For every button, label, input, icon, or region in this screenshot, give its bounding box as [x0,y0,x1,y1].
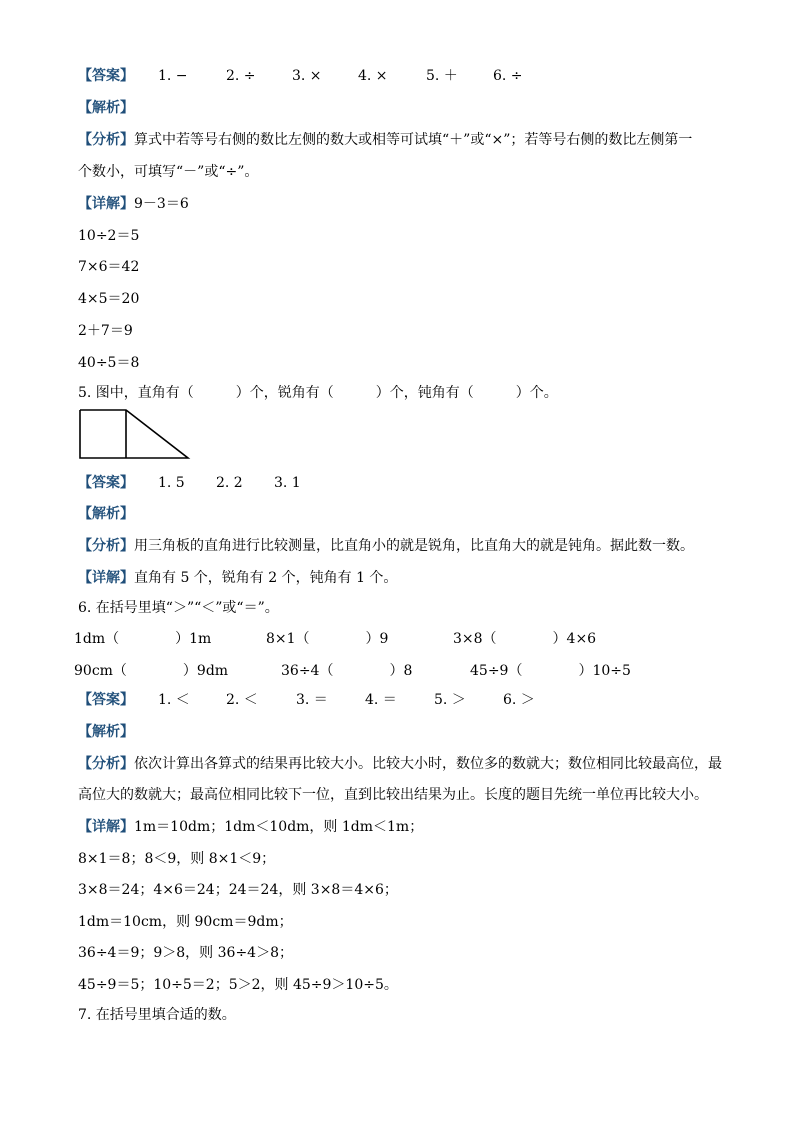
detail-tag: 【详解】 [78,196,134,212]
q4-detail-1: 10÷2＝5 [78,228,140,244]
fenxi-tag: 【分析】 [78,132,134,148]
detail-tag: 【详解】 [78,570,134,586]
q4-detail-2: 7×6＝42 [78,259,140,275]
trapezoid-outline [80,410,188,458]
q5-detail-line [78,568,397,588]
q6-analysis-tag: 【解析】 [78,724,134,740]
q6-item-6: 45÷9（ ）10÷5 [470,663,631,679]
q6-detail-1: 8×1＝8；8＜9，则 8×1＜9； [78,851,276,867]
q6-answer-2: 2. ＜ [226,692,258,708]
q4-detail-0: 9－3＝6 [134,196,189,212]
q4-detail-4: 2＋7＝9 [78,323,133,339]
q6-item-5: 36÷4（ ）8 [281,663,413,679]
q5-answer-1: 1. 5 [158,475,185,491]
q5-fenxi-line [78,536,694,556]
q7-question: 7. 在括号里填合适的数。 [78,1007,236,1023]
q6-item-2: 8×1（ ）9 [266,631,389,647]
q4-answer-6: 6. ÷ [493,68,523,84]
q4-fenxi-line2: 个数小，可填写“－”或“÷”。 [78,164,259,180]
detail-tag: 【详解】 [78,819,134,835]
q4-answer-5: 5. ＋ [426,68,458,84]
q4-answer-3: 3. × [292,68,322,84]
q5-answer-3: 3. 1 [274,475,301,491]
q6-detail-3: 1dm＝10cm，则 90cm＝9dm； [78,914,293,930]
q6-answer-1: 1. ＜ [158,692,190,708]
q5-detail-text: 直角有 5 个，锐角有 2 个，钝角有 1 个。 [134,570,398,586]
right-trapezoid-figure [76,404,196,464]
q6-fenxi-line1 [78,754,722,774]
q5-fenxi-text: 用三角板的直角进行比较测量，比直角小的就是锐角，比直角大的就是钝角。据此数一数。 [134,538,694,554]
q6-detail-2: 3×8＝24；4×6＝24；24＝24，则 3×8＝4×6； [78,882,398,898]
q5-question: 5. 图中，直角有（ ）个，锐角有（ ）个，钝角有（ ）个。 [78,385,558,401]
q6-answer-3: 3. ＝ [296,692,328,708]
answer-tag: 【答案】 [78,692,134,708]
q4-detail-line [78,194,189,214]
q4-detail-3: 4×5＝20 [78,291,140,307]
q5-answer-row [78,473,134,493]
q6-answer-5: 5. ＞ [434,692,466,708]
q4-fenxi-text-1: 算式中若等号右侧的数比左侧的数大或相等可试填“＋”或“×”；若等号右侧的数比左侧第一 [134,132,693,148]
q4-detail-5: 40÷5＝8 [78,355,140,371]
q6-item-3: 3×8（ ）4×6 [453,631,597,647]
q6-answer-4: 4. ＝ [365,692,397,708]
answer-tag: 【答案】 [78,475,134,491]
q5-analysis-tag: 【解析】 [78,506,134,522]
q4-fenxi-line1 [78,130,692,150]
q6-fenxi-line2: 高位大的数就大；最高位相同比较下一位，直到比较出结果为止。长度的题目先统一单位再比较大小。 [78,787,708,803]
q6-answer-row [78,690,134,710]
fenxi-tag: 【分析】 [78,756,134,772]
q6-fenxi-text-1: 依次计算出各算式的结果再比较大小。比较大小时，数位多的数就大；数位相同比较最高位，最 [134,756,722,772]
q6-question: 6. 在括号里填“＞”“＜”或“＝”。 [78,600,279,616]
fenxi-tag: 【分析】 [78,538,134,554]
q4-answer-4: 4. × [358,68,388,84]
q6-detail-5: 45÷9＝5；10÷5＝2；5＞2，则 45÷9＞10÷5。 [78,977,398,993]
q4-answer-row [78,66,134,86]
q6-detail-first: 1m＝10dm；1dm＜10dm，则 1dm＜1m； [134,819,424,835]
q6-answer-6: 6. ＞ [503,692,535,708]
q6-item-4: 90cm（ ）9dm [74,663,229,679]
q4-answer-1: 1. − [158,68,188,84]
q4-analysis-tag: 【解析】 [78,100,134,116]
answer-tag: 【答案】 [78,68,134,84]
q6-detail-4: 36÷4＝9；9＞8，则 36÷4＞8； [78,945,293,961]
q4-answer-2: 2. ÷ [226,68,256,84]
q6-detail-line [78,817,423,837]
q5-answer-2: 2. 2 [216,475,243,491]
q6-item-1: 1dm（ ）1m [74,631,212,647]
